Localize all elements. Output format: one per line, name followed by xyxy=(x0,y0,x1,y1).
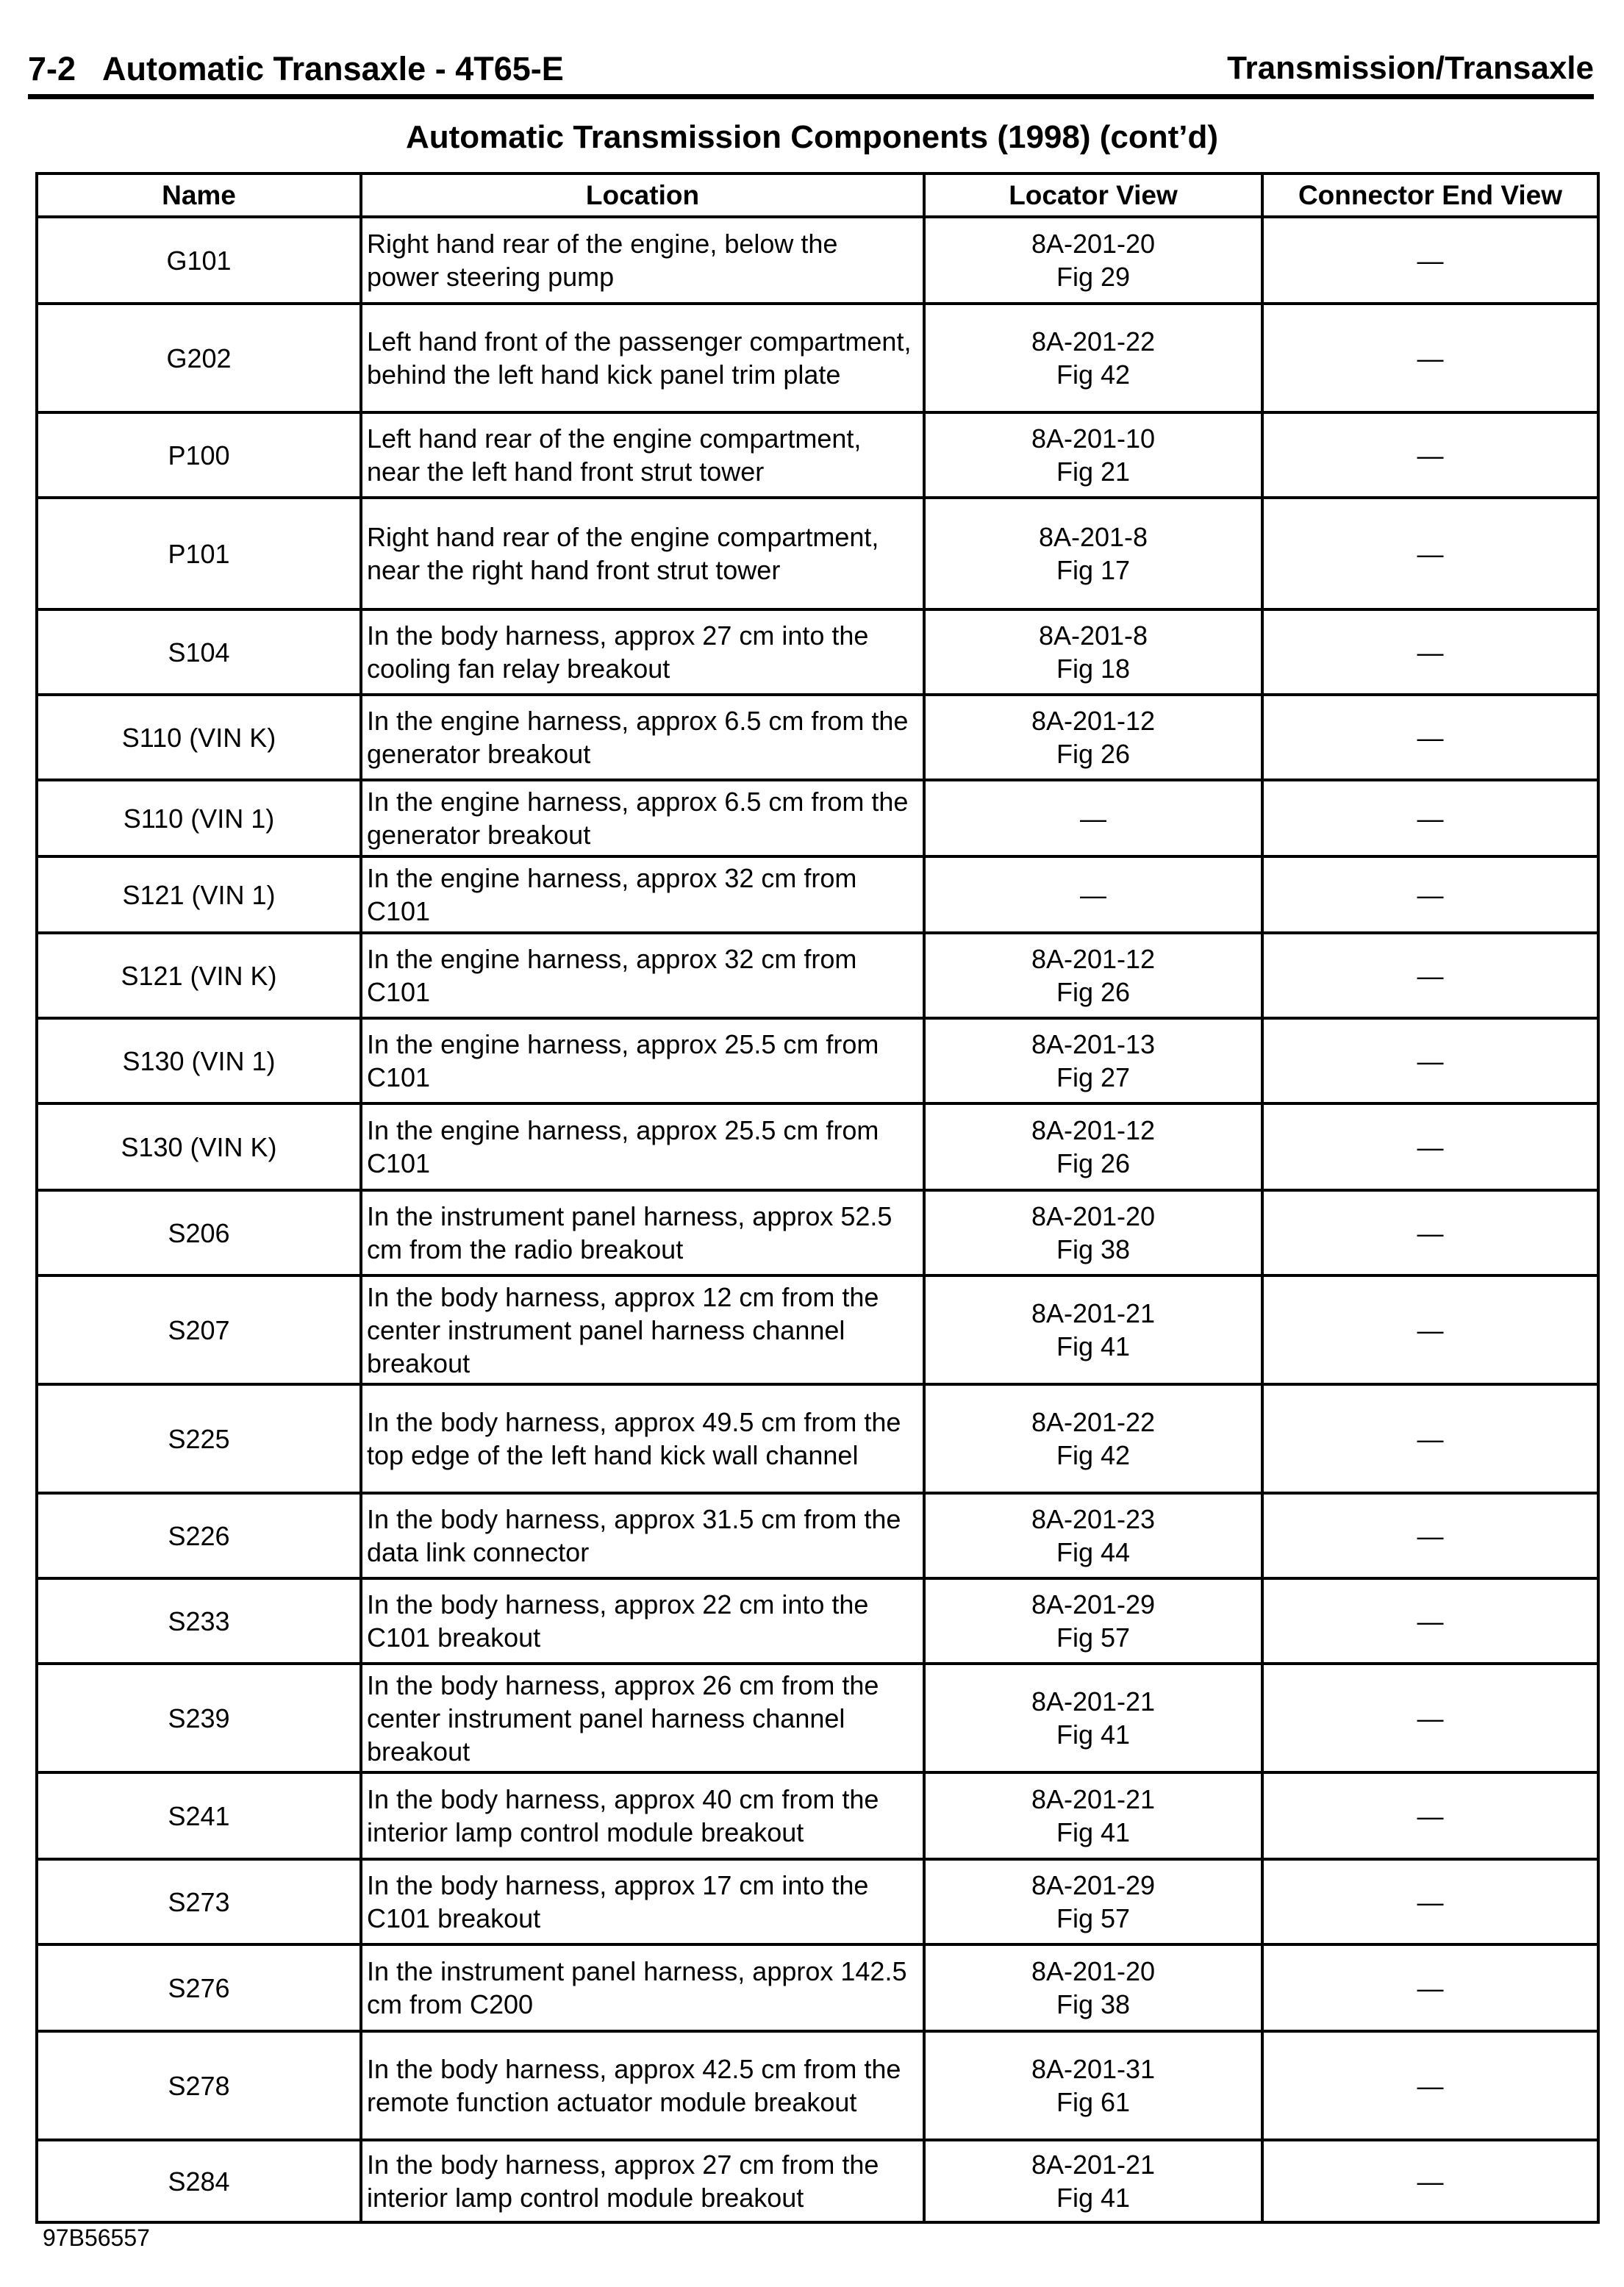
table-row xyxy=(37,1859,1598,1944)
connector-end-view: — xyxy=(1262,2031,1598,2140)
locator-view xyxy=(924,217,1262,304)
component-location: In the body harness, approx 27 cm into the cooling fan relay breakout xyxy=(361,609,924,695)
section-number: 7-2 xyxy=(28,50,76,87)
header-left xyxy=(28,50,564,88)
table-row xyxy=(37,1103,1598,1190)
connector-end-view: — xyxy=(1262,304,1598,412)
table-row xyxy=(37,1664,1598,1772)
component-name: S276 xyxy=(37,1944,361,2031)
component-name: S273 xyxy=(37,1859,361,1944)
component-name: S278 xyxy=(37,2031,361,2140)
locator-view xyxy=(924,1275,1262,1384)
component-location: In the body harness, approx 49.5 cm from the top edge of the left hand kick wall channel xyxy=(361,1384,924,1493)
table-header-row xyxy=(37,173,1598,217)
locator-view-figure: Fig 41 xyxy=(1056,1719,1131,1750)
component-name: S110 (VIN K) xyxy=(37,695,361,780)
locator-view xyxy=(924,1493,1262,1578)
table-row xyxy=(37,695,1598,780)
component-name: S284 xyxy=(37,2140,361,2222)
locator-view-page: 8A-201-20 xyxy=(1031,1956,1156,1986)
table-row xyxy=(37,1018,1598,1103)
locator-view-page: 8A-201-31 xyxy=(1031,2054,1156,2084)
component-location: In the engine harness, approx 25.5 cm from C101 xyxy=(361,1018,924,1103)
table-row xyxy=(37,933,1598,1018)
connector-end-view: — xyxy=(1262,780,1598,856)
component-location: In the body harness, approx 31.5 cm from the data link connector xyxy=(361,1493,924,1578)
connector-end-view: — xyxy=(1262,1944,1598,2031)
table-body xyxy=(37,217,1598,2222)
locator-view-figure: Fig 44 xyxy=(1056,1537,1131,1567)
table-row xyxy=(37,1772,1598,1859)
component-name: S225 xyxy=(37,1384,361,1493)
locator-view-page: 8A-201-13 xyxy=(1031,1029,1156,1059)
connector-end-view: — xyxy=(1262,412,1598,498)
locator-view xyxy=(924,1384,1262,1493)
header-rule xyxy=(28,94,1594,99)
locator-view-page: 8A-201-21 xyxy=(1031,1686,1156,1717)
header-category: Transmission/Transaxle xyxy=(1227,50,1594,86)
component-location: In the engine harness, approx 32 cm from C101 xyxy=(361,933,924,1018)
component-name: S130 (VIN K) xyxy=(37,1103,361,1190)
component-location: In the engine harness, approx 6.5 cm from the generator breakout xyxy=(361,780,924,856)
component-location: In the engine harness, approx 6.5 cm from the generator breakout xyxy=(361,695,924,780)
locator-view xyxy=(924,498,1262,609)
locator-view-figure: Fig 42 xyxy=(1056,359,1131,390)
table-row xyxy=(37,1493,1598,1578)
locator-view xyxy=(924,856,1262,933)
connector-end-view: — xyxy=(1262,695,1598,780)
locator-view-page: 8A-201-22 xyxy=(1031,1407,1156,1437)
table-row xyxy=(37,609,1598,695)
table-row xyxy=(37,2140,1598,2222)
component-location: Left hand front of the passenger compartment, behind the left hand kick panel trim plate xyxy=(361,304,924,412)
locator-view-page: 8A-201-29 xyxy=(1031,1589,1156,1619)
locator-view xyxy=(924,695,1262,780)
table-row xyxy=(37,498,1598,609)
locator-view-figure: Fig 61 xyxy=(1056,2087,1131,2117)
locator-view xyxy=(924,609,1262,695)
component-name: P101 xyxy=(37,498,361,609)
connector-end-view: — xyxy=(1262,609,1598,695)
locator-view-page: 8A-201-12 xyxy=(1031,1115,1156,1145)
locator-view-figure: Fig 17 xyxy=(1056,555,1131,585)
component-location: In the body harness, approx 42.5 cm from the remote function actuator module breakout xyxy=(361,2031,924,2140)
component-name: S206 xyxy=(37,1190,361,1275)
locator-view-page: 8A-201-29 xyxy=(1031,1870,1156,1900)
connector-end-view: — xyxy=(1262,1772,1598,1859)
locator-view xyxy=(924,780,1262,856)
locator-view-figure: Fig 42 xyxy=(1056,1440,1131,1470)
locator-view-page: 8A-201-21 xyxy=(1031,1784,1156,1814)
locator-view xyxy=(924,1664,1262,1772)
locator-view-figure: Fig 41 xyxy=(1056,1331,1131,1361)
connector-end-view: — xyxy=(1262,1859,1598,1944)
component-location: Left hand rear of the engine compartment, near the left hand front strut tower xyxy=(361,412,924,498)
component-location: In the body harness, approx 26 cm from the center instrument panel harness channel breakout xyxy=(361,1664,924,1772)
component-location: In the engine harness, approx 25.5 cm from C101 xyxy=(361,1103,924,1190)
locator-view xyxy=(924,933,1262,1018)
locator-view xyxy=(924,1103,1262,1190)
component-name: S207 xyxy=(37,1275,361,1384)
column-header-location: Location xyxy=(361,173,924,217)
locator-view-page: 8A-201-23 xyxy=(1031,1504,1156,1534)
locator-view xyxy=(924,1578,1262,1664)
locator-view-figure: Fig 41 xyxy=(1056,2183,1131,2213)
table-title: Automatic Transmission Components (1998) (cont’d) xyxy=(405,119,1219,155)
table-row xyxy=(37,1944,1598,2031)
locator-view-page: 8A-201-20 xyxy=(1031,1201,1156,1231)
component-name: S121 (VIN 1) xyxy=(37,856,361,933)
column-header-locator-view: Locator View xyxy=(924,173,1262,217)
component-location: In the engine harness, approx 32 cm from C101 xyxy=(361,856,924,933)
components-table xyxy=(35,172,1600,2224)
component-name: P100 xyxy=(37,412,361,498)
locator-view xyxy=(924,412,1262,498)
locator-view-figure: Fig 21 xyxy=(1056,457,1131,487)
column-header-connector-end-view: Connector End View xyxy=(1262,173,1598,217)
connector-end-view: — xyxy=(1262,856,1598,933)
table-row xyxy=(37,412,1598,498)
locator-view-figure: Fig 27 xyxy=(1056,1062,1131,1092)
connector-end-view: — xyxy=(1262,933,1598,1018)
component-name: S121 (VIN K) xyxy=(37,933,361,1018)
locator-view-page: 8A-201-20 xyxy=(1031,229,1156,259)
table-row xyxy=(37,1275,1598,1384)
locator-view-figure: Fig 41 xyxy=(1056,1817,1131,1847)
component-location: In the body harness, approx 40 cm from the interior lamp control module breakout xyxy=(361,1772,924,1859)
locator-view-page: 8A-201-10 xyxy=(1031,423,1156,454)
locator-view-page: 8A-201-22 xyxy=(1031,326,1156,357)
component-name: S226 xyxy=(37,1493,361,1578)
locator-view xyxy=(924,2140,1262,2222)
locator-view xyxy=(924,2031,1262,2140)
component-location: Right hand rear of the engine compartment, near the right hand front strut tower xyxy=(361,498,924,609)
locator-view-figure: Fig 29 xyxy=(1056,262,1131,292)
locator-view-figure: Fig 38 xyxy=(1056,1234,1131,1264)
locator-view-figure: Fig 57 xyxy=(1056,1622,1131,1653)
component-name: G101 xyxy=(37,217,361,304)
locator-view-page: 8A-201-8 xyxy=(1038,522,1148,552)
component-name: S241 xyxy=(37,1772,361,1859)
component-location: In the body harness, approx 22 cm into the C101 breakout xyxy=(361,1578,924,1664)
locator-view xyxy=(924,1018,1262,1103)
locator-view-page: 8A-201-21 xyxy=(1031,1298,1156,1328)
locator-view-figure: Fig 26 xyxy=(1056,1148,1131,1178)
locator-view xyxy=(924,304,1262,412)
component-location: In the body harness, approx 27 cm from the interior lamp control module breakout xyxy=(361,2140,924,2222)
table-row xyxy=(37,1384,1598,1493)
connector-end-view: — xyxy=(1262,498,1598,609)
locator-view-figure: Fig 57 xyxy=(1056,1903,1131,1933)
table-row xyxy=(37,1578,1598,1664)
table-row xyxy=(37,2031,1598,2140)
component-name: S233 xyxy=(37,1578,361,1664)
table-row xyxy=(37,780,1598,856)
locator-view-figure: Fig 26 xyxy=(1056,739,1131,769)
locator-view-figure: Fig 18 xyxy=(1056,654,1131,684)
locator-view xyxy=(924,1772,1262,1859)
connector-end-view: — xyxy=(1262,1578,1598,1664)
locator-view-page: 8A-201-8 xyxy=(1038,620,1148,651)
component-location: In the instrument panel harness, approx 142.5 cm from C200 xyxy=(361,1944,924,2031)
section-title: Automatic Transaxle - 4T65-E xyxy=(102,50,564,87)
component-location: In the body harness, approx 12 cm from the center instrument panel harness channel breakout xyxy=(361,1275,924,1384)
table-row xyxy=(37,1190,1598,1275)
connector-end-view: — xyxy=(1262,1493,1598,1578)
connector-end-view: — xyxy=(1262,1103,1598,1190)
figure-id: 97B56557 xyxy=(43,2225,150,2251)
component-name: S130 (VIN 1) xyxy=(37,1018,361,1103)
component-location: Right hand rear of the engine, below the power steering pump xyxy=(361,217,924,304)
locator-view xyxy=(924,1944,1262,2031)
locator-view-page: — xyxy=(1080,803,1106,834)
page-header xyxy=(28,46,1594,90)
connector-end-view: — xyxy=(1262,2140,1598,2222)
table-row xyxy=(37,856,1598,933)
locator-view-page: 8A-201-21 xyxy=(1031,2150,1156,2180)
connector-end-view: — xyxy=(1262,1190,1598,1275)
table-row xyxy=(37,217,1598,304)
locator-view-page: 8A-201-12 xyxy=(1031,944,1156,974)
locator-view xyxy=(924,1859,1262,1944)
connector-end-view: — xyxy=(1262,1275,1598,1384)
component-name: S239 xyxy=(37,1664,361,1772)
connector-end-view: — xyxy=(1262,1664,1598,1772)
component-name: G202 xyxy=(37,304,361,412)
connector-end-view: — xyxy=(1262,1384,1598,1493)
component-name: S104 xyxy=(37,609,361,695)
component-location: In the body harness, approx 17 cm into the C101 breakout xyxy=(361,1859,924,1944)
connector-end-view: — xyxy=(1262,217,1598,304)
column-header-name: Name xyxy=(37,173,361,217)
locator-view-figure: Fig 38 xyxy=(1056,1989,1131,2019)
locator-view-page: — xyxy=(1080,879,1106,910)
locator-view-figure: Fig 26 xyxy=(1056,977,1131,1007)
locator-view xyxy=(924,1190,1262,1275)
table-row xyxy=(37,304,1598,412)
component-location: In the instrument panel harness, approx 52.5 cm from the radio breakout xyxy=(361,1190,924,1275)
connector-end-view: — xyxy=(1262,1018,1598,1103)
locator-view-page: 8A-201-12 xyxy=(1031,706,1156,736)
component-name: S110 (VIN 1) xyxy=(37,780,361,856)
